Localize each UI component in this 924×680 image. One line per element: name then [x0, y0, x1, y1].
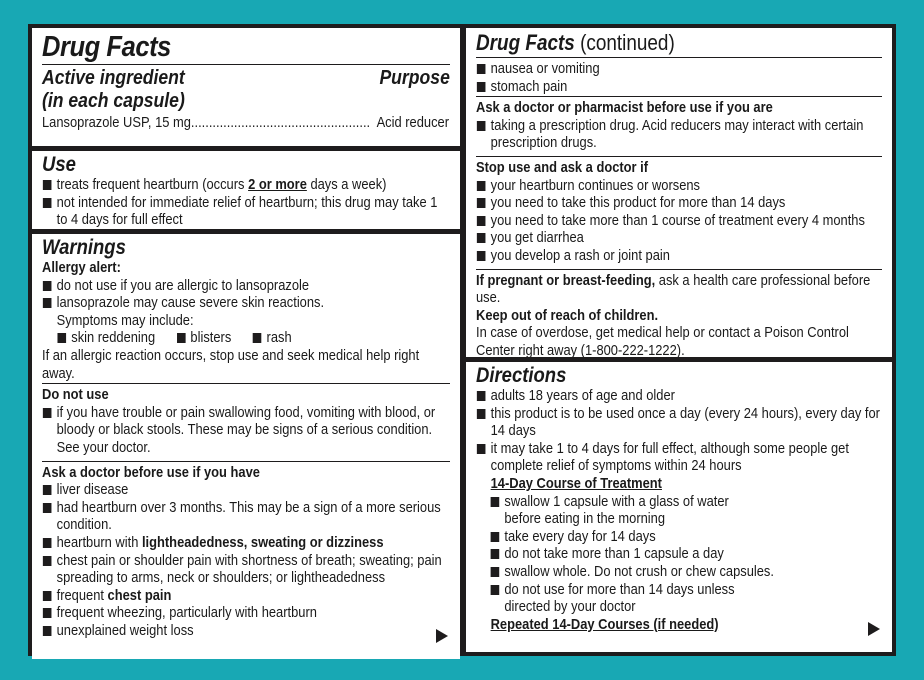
allergy-item: do not use if you are allergic to lansoprazole	[42, 277, 449, 295]
ingredient-row	[42, 114, 449, 132]
symptom-item: skin reddening	[57, 329, 156, 347]
stop-use-item: your heartburn continues or worsens	[476, 177, 881, 195]
continue-arrow-icon	[436, 629, 448, 643]
drug-facts-header-section	[32, 28, 460, 146]
symptoms-label: Symptoms may include:	[56, 311, 194, 329]
symptom-item: nausea or vomiting	[476, 60, 881, 78]
overdose-note: In case of overdose, get medical help or contact a Poison Control Center right away (1-800-222-1222).	[476, 324, 849, 357]
drug-facts-right-panel	[462, 24, 896, 656]
divider	[42, 383, 450, 384]
repeated-courses-title: Repeated 14-Day Courses (if needed)	[490, 615, 719, 633]
course-item: swallow whole. Do not crush or chew capsules.	[490, 563, 881, 581]
purpose-label: Purpose	[379, 67, 450, 89]
divider	[476, 156, 882, 157]
divider	[42, 64, 450, 65]
stop-use-item: you need to take this product for more than 14 days	[476, 194, 881, 212]
directions-title: Directions	[476, 364, 567, 387]
course-item: do not use for more than 14 days unless directed by your doctor	[490, 581, 740, 616]
course-item: take every day for 14 days	[490, 528, 881, 546]
stop-use-item: you develop a rash or joint pain	[476, 247, 881, 265]
symptoms-list	[42, 329, 449, 347]
symptom-item: blisters	[176, 329, 231, 347]
use-item: not intended for immediate relief of heartburn; this drug may take 1 to 4 days for full effect	[42, 194, 449, 229]
stop-use-item: you get diarrhea	[476, 229, 881, 247]
direction-item: adults 18 years of age and older	[476, 387, 881, 405]
leader-dots: ..................................................	[190, 114, 371, 131]
active-ingredient-label: Active ingredient	[42, 67, 185, 89]
ingredient-name: Lansoprazole USP, 15 mg	[42, 114, 191, 131]
pregnancy-warning: If pregnant or breast-feeding, ask a health care professional before use.	[476, 271, 871, 307]
use-section	[32, 151, 460, 229]
divider	[476, 57, 882, 58]
use-title: Use	[42, 153, 76, 176]
ask-doctor-item: heartburn with lightheadedness, sweating or dizziness	[42, 534, 449, 552]
stop-use-title: Stop use and ask a doctor if	[476, 158, 649, 176]
do-not-use-item: if you have trouble or pain swallowing food, vomiting with blood, or bloody or black stools. These may be signs of a serious condition. See your doctor.	[42, 404, 449, 457]
ask-doctor-item: frequent wheezing, particularly with heartburn	[42, 604, 449, 622]
directions-section	[466, 362, 892, 652]
drug-facts-continued-section	[466, 28, 892, 357]
direction-item: it may take 1 to 4 days for full effect, although some people get complete relief of symptoms within 24 hours	[476, 440, 881, 475]
ingredient-purpose: Acid reducer	[376, 114, 450, 131]
divider	[476, 96, 882, 97]
ask-doctor-item: frequent chest pain	[42, 587, 449, 605]
course-item: do not take more than 1 capsule a day	[490, 545, 881, 563]
do-not-use-title: Do not use	[42, 386, 109, 404]
active-ingredient-sublabel: (in each capsule)	[42, 90, 185, 112]
continue-arrow-icon	[868, 622, 880, 636]
divider	[476, 269, 882, 270]
divider	[42, 461, 450, 462]
drug-facts-continued-title: Drug Facts (continued)	[476, 30, 675, 55]
symptom-item: rash	[252, 329, 292, 347]
keep-out-of-reach: Keep out of reach of children.	[476, 306, 659, 324]
active-ingredient-header	[42, 67, 450, 90]
course-item: swallow 1 capsule with a glass of water before eating in the morning	[490, 493, 756, 528]
ask-doctor-title: Ask a doctor before use if you have	[42, 463, 260, 481]
course-title: 14-Day Course of Treatment	[490, 474, 662, 492]
stop-use-item: you need to take more than 1 course of treatment every 4 months	[476, 212, 881, 230]
use-item: treats frequent heartburn (occurs 2 or more days a week)	[42, 176, 449, 194]
allergy-item: lansoprazole may cause severe skin reactions.	[42, 294, 449, 312]
pharmacist-title: Ask a doctor or pharmacist before use if you are	[476, 99, 773, 117]
ask-doctor-item: chest pain or shoulder pain with shortness of breath; sweating; pain spreading to arms, neck or shoulders; or lightheadedness	[42, 552, 449, 587]
allergy-alert-title: Allergy alert:	[42, 259, 121, 276]
ask-doctor-item: unexplained weight loss	[42, 622, 449, 640]
warnings-section	[32, 234, 460, 659]
drug-facts-left-panel	[28, 24, 464, 656]
symptom-item: stomach pain	[476, 78, 881, 96]
ask-doctor-item: liver disease	[42, 481, 449, 499]
ask-doctor-item: had heartburn over 3 months. This may be a sign of a more serious condition.	[42, 499, 449, 534]
warnings-title: Warnings	[42, 236, 126, 259]
drug-facts-title: Drug Facts	[42, 31, 171, 63]
allergy-note: If an allergic reaction occurs, stop use and seek medical help right away.	[42, 346, 420, 382]
direction-item: this product is to be used once a day (every 24 hours), every day for 14 days	[476, 405, 881, 440]
pharmacist-item: taking a prescription drug. Acid reducers may interact with certain prescription drugs.	[476, 117, 881, 152]
